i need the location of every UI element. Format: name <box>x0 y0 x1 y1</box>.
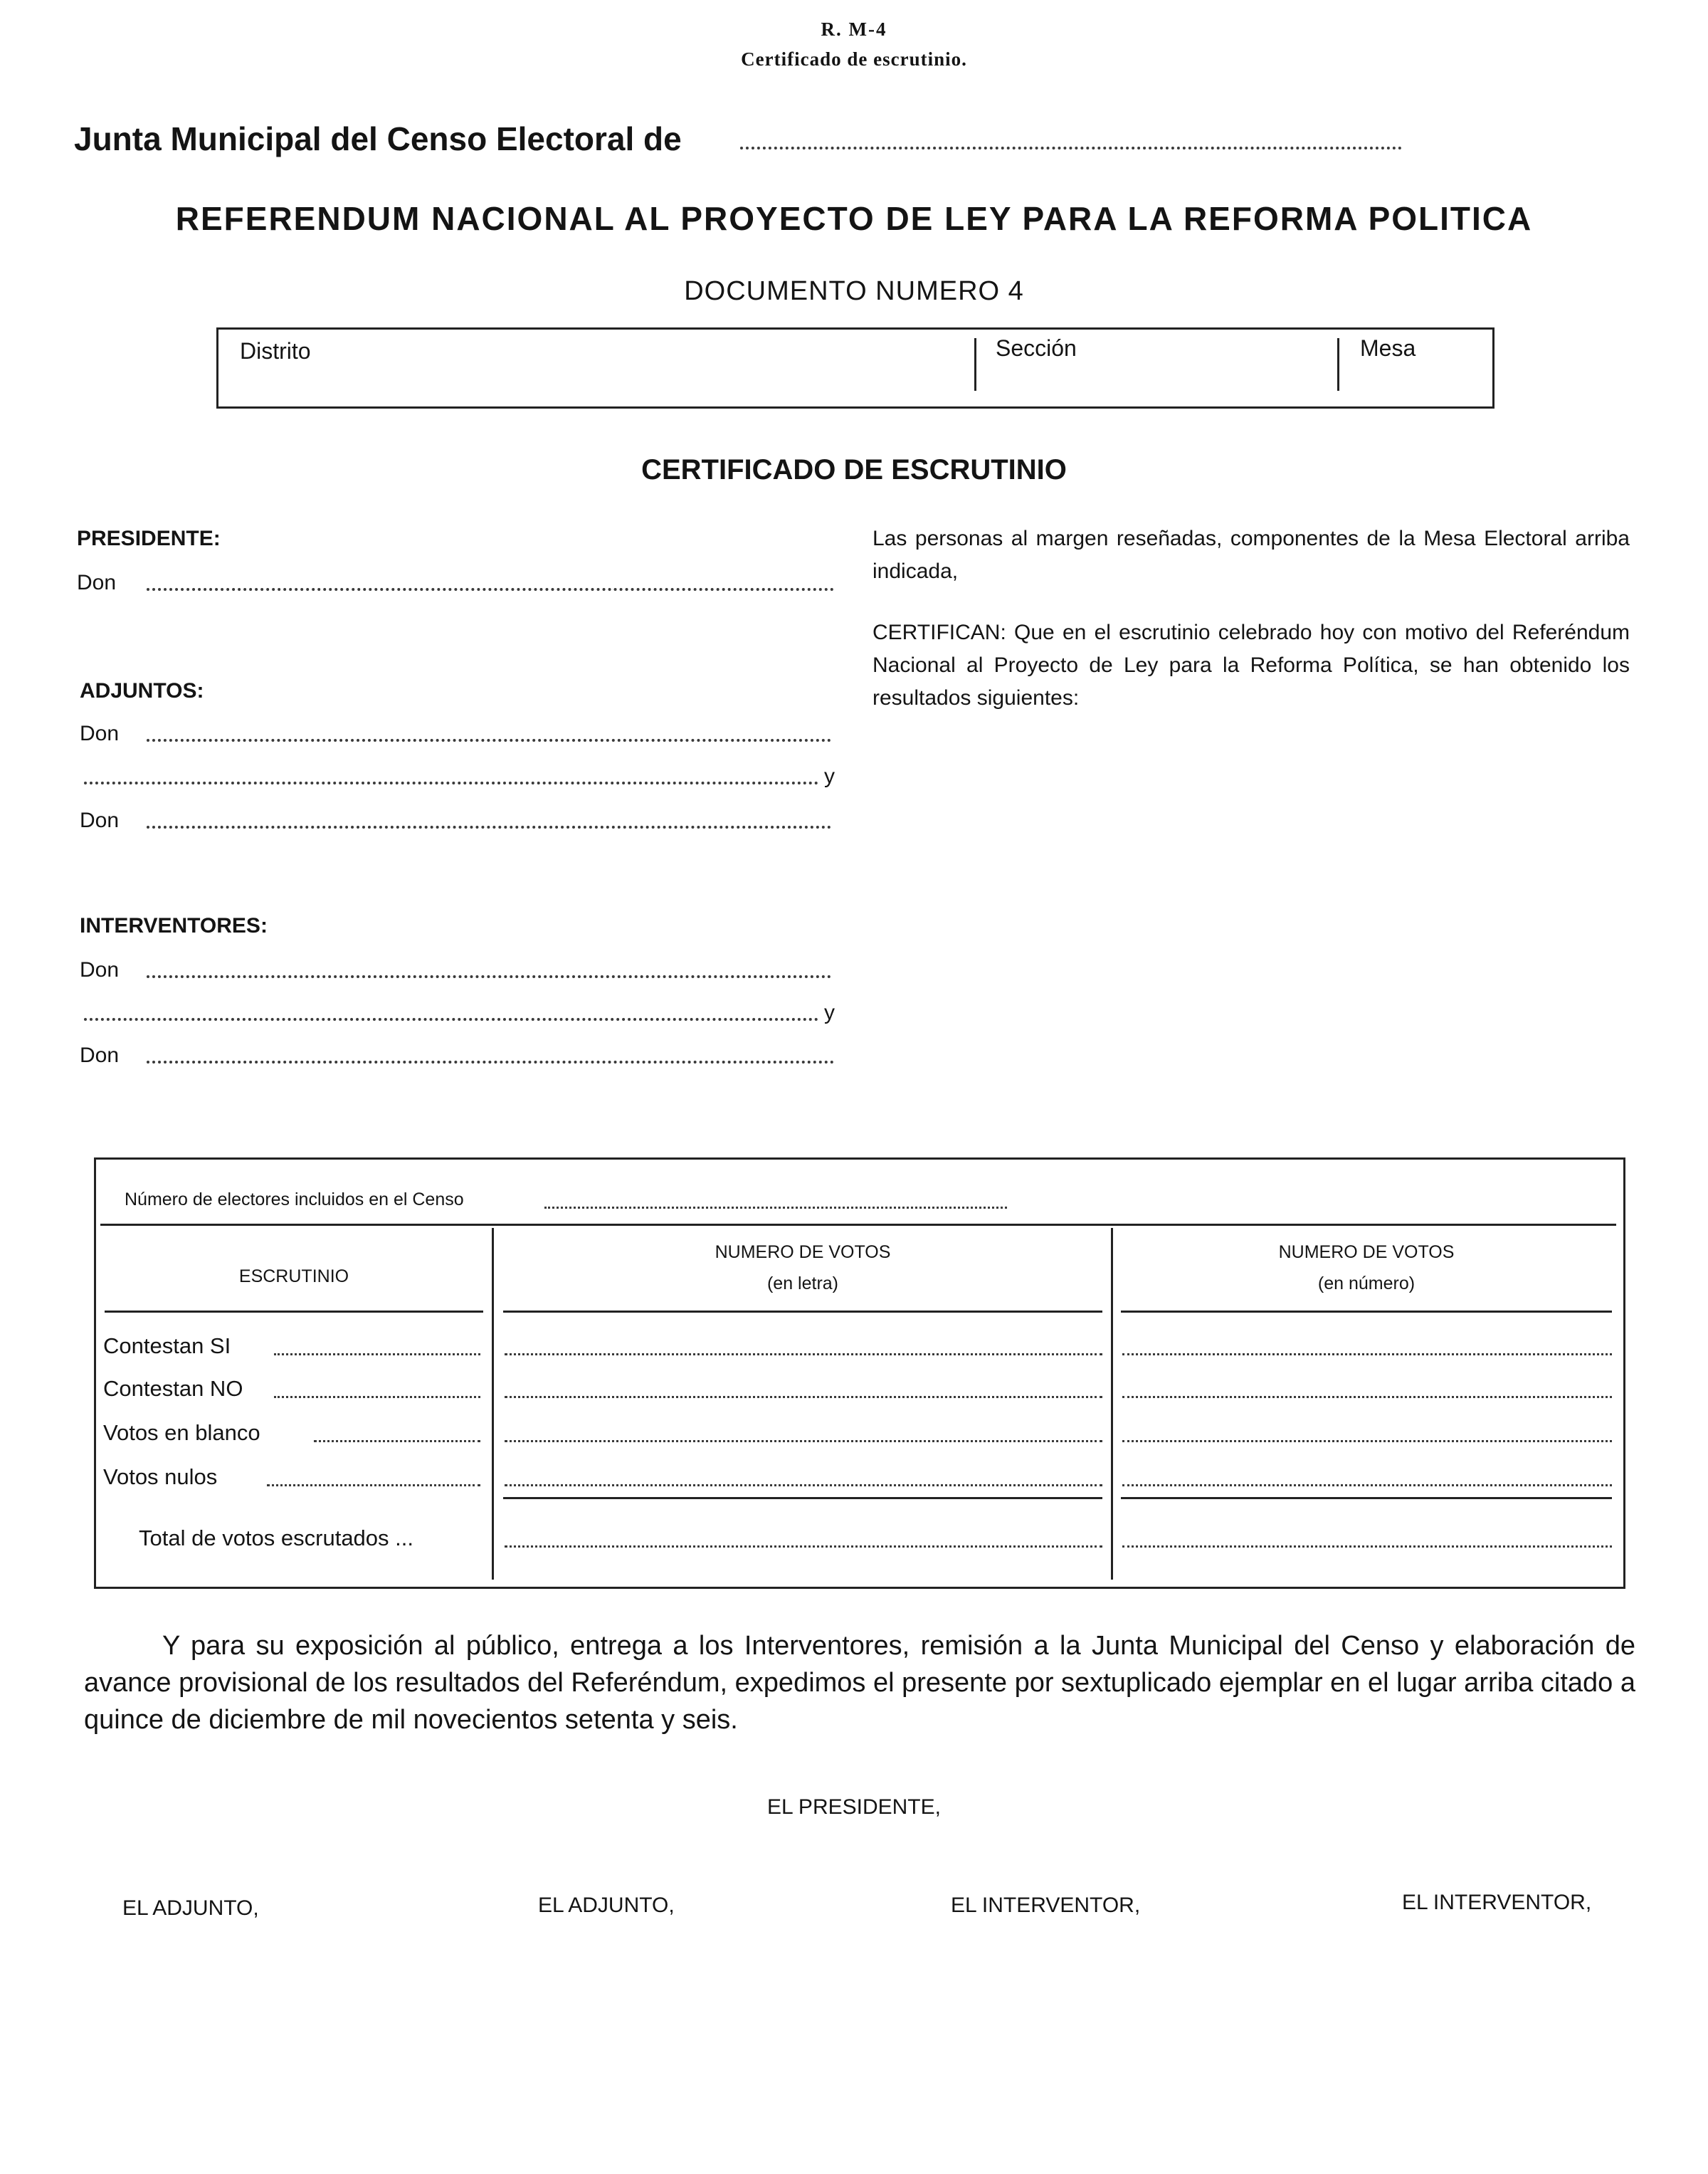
document-number: DOCUMENTO NUMERO 4 <box>684 276 1024 306</box>
col-escrutinio-header: ESCRUTINIO <box>238 1266 349 1286</box>
y-conjunction: y <box>824 765 835 788</box>
blanco-numero-field[interactable] <box>1122 1440 1612 1442</box>
don-label: Don <box>80 1044 120 1067</box>
closing-paragraph <box>84 1627 1635 1738</box>
don-label: Don <box>80 958 120 982</box>
interventor-name-line-1[interactable] <box>147 975 831 978</box>
row-leader <box>314 1440 480 1442</box>
no-numero-field[interactable] <box>1122 1396 1612 1398</box>
interventor-name-line-2[interactable] <box>84 1018 818 1021</box>
junta-fill-line[interactable] <box>740 147 1402 149</box>
si-letra-field[interactable] <box>505 1353 1102 1355</box>
total-letra-field[interactable] <box>505 1545 1102 1548</box>
row-leader <box>267 1484 480 1486</box>
don-label: Don <box>80 809 120 832</box>
mesa-label: Mesa <box>1360 335 1416 361</box>
nulos-numero-field[interactable] <box>1122 1484 1612 1486</box>
separator <box>1337 338 1339 391</box>
col-letra-header: NUMERO DE VOTOS <box>715 1242 891 1262</box>
seccion-label: Sección <box>996 335 1077 361</box>
censo-label: Número de electores incluidos en el Censo <box>125 1190 464 1209</box>
statement-paragraph-1: Las personas al margen reseñadas, componentes de la Mesa Electoral arriba indicada, <box>873 527 1630 583</box>
header-rule <box>105 1311 483 1313</box>
table-rule <box>100 1224 1616 1226</box>
nulos-letra-field[interactable] <box>505 1484 1102 1486</box>
don-label: Don <box>77 571 117 594</box>
certificate-title: CERTIFICADO DE ESCRUTINIO <box>641 454 1067 485</box>
row-label-si: Contestan SI <box>103 1333 231 1358</box>
row-leader <box>274 1396 480 1398</box>
header-rule <box>1121 1311 1612 1313</box>
total-rule <box>1121 1497 1612 1499</box>
blanco-letra-field[interactable] <box>505 1440 1102 1442</box>
total-rule <box>503 1497 1102 1499</box>
adjunto-name-line-2[interactable] <box>84 782 818 784</box>
distrito-label: Distrito <box>240 338 311 364</box>
signature-presidente: EL PRESIDENTE, <box>767 1795 941 1819</box>
results-table <box>94 1157 1625 1589</box>
row-label-blanco: Votos en blanco <box>103 1420 260 1445</box>
row-label-no: Contestan NO <box>103 1376 243 1401</box>
closing-text: Y para su exposición al público, entrega a los Interventores, remisión a la Junta Municipal del Censo y elaboración de avance provisional de los resultados del Referéndum, expedimos el presente por sextuplicado ejemplar en el lugar arriba citado a quince de diciembre de mil novecientos setenta y seis. <box>84 1631 1635 1735</box>
no-letra-field[interactable] <box>505 1396 1102 1398</box>
signature-adjunto-1: EL ADJUNTO, <box>122 1896 259 1920</box>
signature-interventor-2: EL INTERVENTOR, <box>1402 1891 1592 1914</box>
signature-adjunto-2: EL ADJUNTO, <box>538 1894 675 1917</box>
adjunto-name-line-1[interactable] <box>147 739 831 742</box>
separator <box>974 338 976 391</box>
interventores-heading: INTERVENTORES: <box>80 914 268 938</box>
statement-paragraph-2: CERTIFICAN: Que en el escrutinio celebrado hoy con motivo del Referéndum Nacional al Proyecto de Ley para la Reforma Política, se han obtenido los resultados siguientes: <box>873 621 1630 710</box>
adjuntos-heading: ADJUNTOS: <box>80 679 204 703</box>
don-label: Don <box>80 722 120 745</box>
interventor-name-line-3[interactable] <box>147 1061 834 1064</box>
form-code: R. M-4 <box>821 19 887 40</box>
y-conjunction: y <box>824 1001 835 1024</box>
col-numero-header: NUMERO DE VOTOS <box>1278 1242 1455 1262</box>
adjunto-name-line-3[interactable] <box>147 826 831 829</box>
junta-label: Junta Municipal del Censo Electoral de <box>74 120 682 157</box>
presidente-name-line[interactable] <box>147 588 834 591</box>
row-label-nulos: Votos nulos <box>103 1464 218 1489</box>
signature-interventor-1: EL INTERVENTOR, <box>951 1894 1141 1917</box>
row-leader <box>274 1353 480 1355</box>
total-label: Total de votos escrutados ... <box>139 1526 413 1550</box>
col-letra-subheader: (en letra) <box>766 1274 839 1293</box>
column-divider <box>492 1228 494 1580</box>
col-numero-subheader: (en número) <box>1317 1274 1416 1293</box>
column-divider <box>1111 1228 1113 1580</box>
main-title: REFERENDUM NACIONAL AL PROYECTO DE LEY PARA LA REFORMA POLITICA <box>175 200 1533 237</box>
form-subtitle: Certificado de escrutinio. <box>741 48 967 70</box>
location-box <box>216 327 1494 409</box>
total-numero-field[interactable] <box>1122 1545 1612 1548</box>
censo-count-line[interactable] <box>544 1207 1007 1209</box>
si-numero-field[interactable] <box>1122 1353 1612 1355</box>
header-rule <box>503 1311 1102 1313</box>
presidente-heading: PRESIDENTE: <box>77 527 221 550</box>
